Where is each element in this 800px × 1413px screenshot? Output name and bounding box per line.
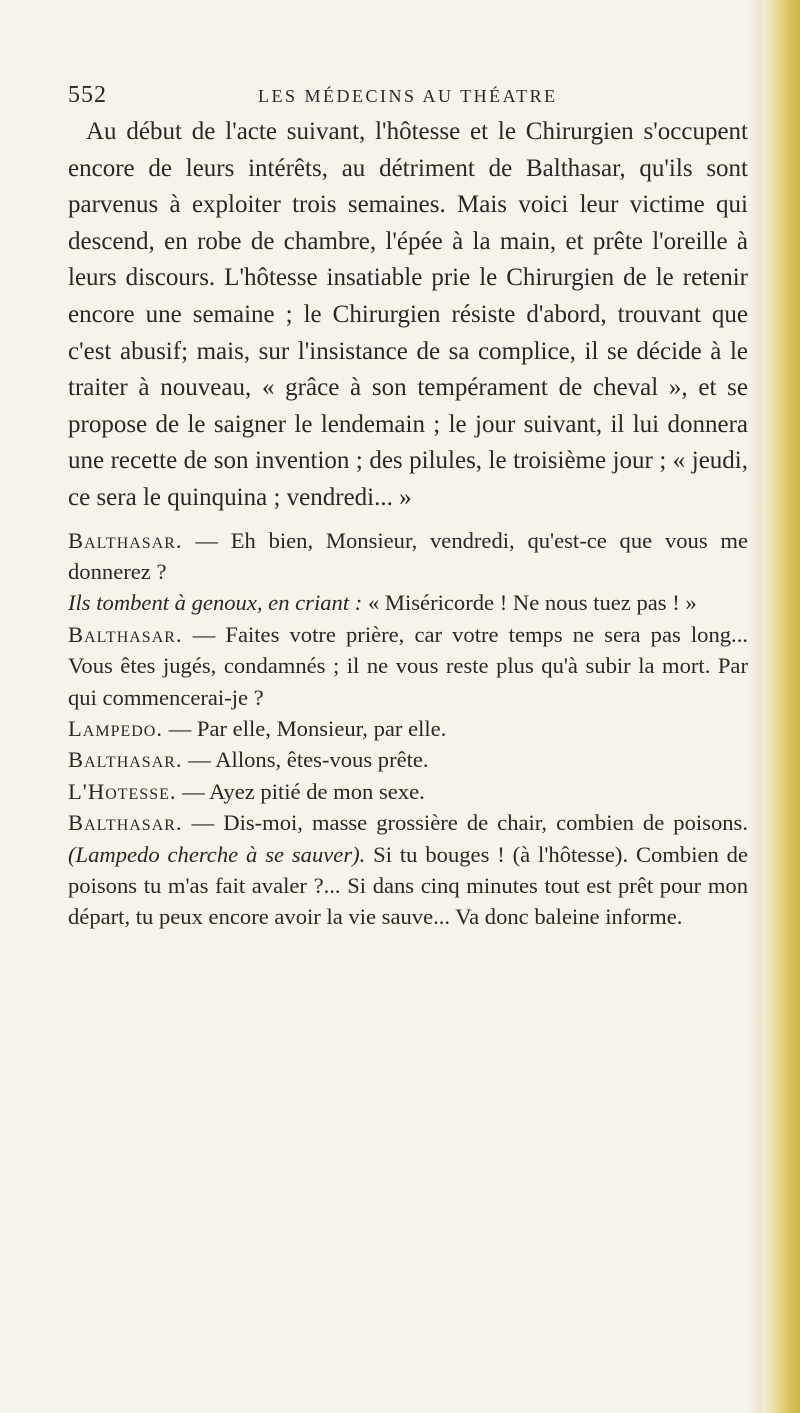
line-text: — Faites votre prière, car votre temps ne sera pas long... Vous êtes jugés, condamnés ; il ne vous reste plus qu'à subir la mort. Par qui commencerai-je ? [68,621,748,710]
dialogue [68,525,748,933]
page-number: 552 [68,82,107,108]
stage-direction: Ils tombent à genoux, en criant : [68,590,363,616]
dialogue-line [68,776,748,807]
page-header [68,82,740,112]
narrative-paragraph: Au début de l'acte suivant, l'hôtesse et le Chirurgien s'occupent encore de leurs intérêts, au détriment de Balthasar, qu'ils sont parvenus à exploiter trois semaines. Mais voici leur victime qui descend, en robe de chambre, l'épée à la main, et prête l'oreille à leurs discours. L'hôtesse insatiable prie le Chirurgien de le retenir encore une semaine ; le Chirurgien résiste d'abord, trouvant que c'est abusif; mais, sur l'insistance de sa complice, il se décide à le traiter à nouveau, « grâce à son tempérament de cheval », et se propose de le saigner le lendemain ; le jour suivant, il lui donnera une recette de son invention ; des pilules, le troisième jour ; « jeudi, ce sera le quinquina ; vendredi... » [68,118,748,511]
dialogue-line [68,525,748,588]
dialogue-line [68,587,748,618]
dialogue-line [68,807,748,933]
speaker-name: Lampedo. [68,715,164,741]
line-text: — Par elle, Monsieur, par elle. [163,715,447,741]
line-text: — Allons, êtes-vous prête. [182,747,429,773]
line-text-rest: « Miséricorde ! Ne nous tuez pas ! » [362,590,697,616]
stage-direction: (Lampedo cherche à se sauver). [68,841,366,867]
speaker-name: Balthasar. [68,810,183,836]
line-text-rest: Si tu bouges ! (à l'hôtesse). Combien de poisons tu m'as fait avaler ?... Si dans cinq minutes tout est prêt pour mon départ, tu peux encore avoir la vie sauve... Va donc baleine informe. [68,841,749,930]
line-text: — Ayez pitié de mon sexe. [176,778,425,804]
body-text [68,114,748,933]
dialogue-line [68,619,748,713]
line-text: — Eh bien, Monsieur, vendredi, qu'est-ce que vous me donnerez ? [68,527,748,584]
speaker-name: L'Hotesse. [68,778,177,804]
speaker-name: Balthasar. [68,527,183,553]
page-edge-shade [748,0,762,1413]
running-title: LES MÉDECINS AU THÉATRE [258,86,558,106]
line-text: — Dis-moi, masse grossière de chair, combien de poisons. [182,810,748,836]
speaker-name: Balthasar. [68,621,183,647]
dialogue-line [68,713,748,744]
dialogue-line [68,744,748,775]
page-edge [762,0,800,1413]
speaker-name: Balthasar. [68,747,183,773]
